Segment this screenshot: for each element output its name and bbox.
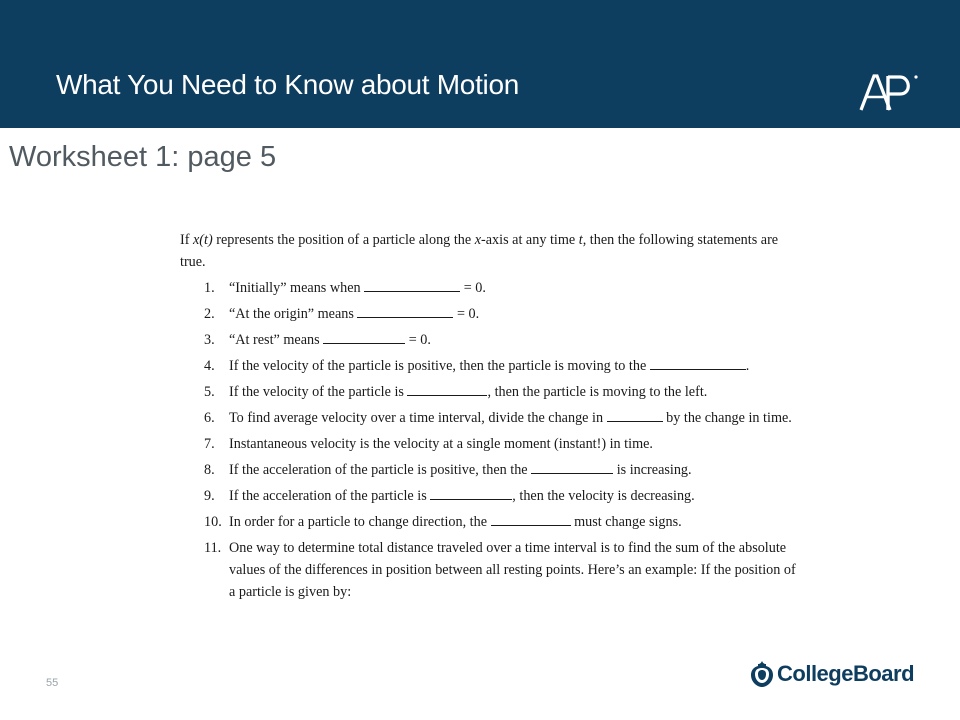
collegeboard-wordmark: CollegeBoard <box>777 661 915 686</box>
list-item: 2. “At the origin” means = 0. <box>204 306 480 322</box>
list-item: 9. If the acceleration of the particle is , then the velocity is decreasing. <box>204 488 695 504</box>
slide-title: What You Need to Know about Motion <box>56 69 520 100</box>
page-number: 55 <box>46 677 59 689</box>
worksheet-document <box>180 229 800 607</box>
worksheet-subtitle: Worksheet 1: page 5 <box>9 141 277 173</box>
acorn-icon <box>750 660 774 688</box>
fill-in-blank <box>323 330 405 344</box>
list-item: 5. If the velocity of the particle is , then the particle is moving to the left. <box>204 384 708 400</box>
header-bar <box>0 0 960 128</box>
fill-in-blank <box>531 460 613 474</box>
list-item: 1. “Initially” means when = 0. <box>204 280 486 296</box>
list-item: 3. “At rest” means = 0. <box>204 332 431 348</box>
fill-in-blank <box>650 356 746 370</box>
list-item: 4. If the velocity of the particle is positive, then the particle is moving to the . <box>204 358 750 374</box>
list-item: 10. In order for a particle to change direction, the must change signs. <box>204 514 682 530</box>
list-item: 11. One way to determine total distance traveled over a time interval is to find the sum of the absolute values of the differences in position between all resting points. Here’s an example: If the position of a particle is given by: <box>204 540 796 600</box>
intro-paragraph: If x(t) represents the position of a particle along the x-axis at any time t, then the following statements are true. <box>180 232 779 270</box>
fill-in-blank <box>407 382 487 396</box>
list-item: 7. Instantaneous velocity is the velocity at a single moment (instant!) in time. <box>204 436 653 452</box>
fill-in-blank <box>607 408 663 422</box>
list-item: 6. To find average velocity over a time interval, divide the change in by the change in time. <box>204 410 792 426</box>
fill-in-blank <box>430 486 512 500</box>
ap-logo <box>858 72 920 114</box>
list-item: 8. If the acceleration of the particle is positive, then the is increasing. <box>204 462 692 478</box>
position-function: x(t) <box>193 232 213 248</box>
fill-in-blank <box>364 278 460 292</box>
fill-in-blank <box>357 304 453 318</box>
collegeboard-logo <box>750 660 914 688</box>
fill-in-blank <box>491 512 571 526</box>
